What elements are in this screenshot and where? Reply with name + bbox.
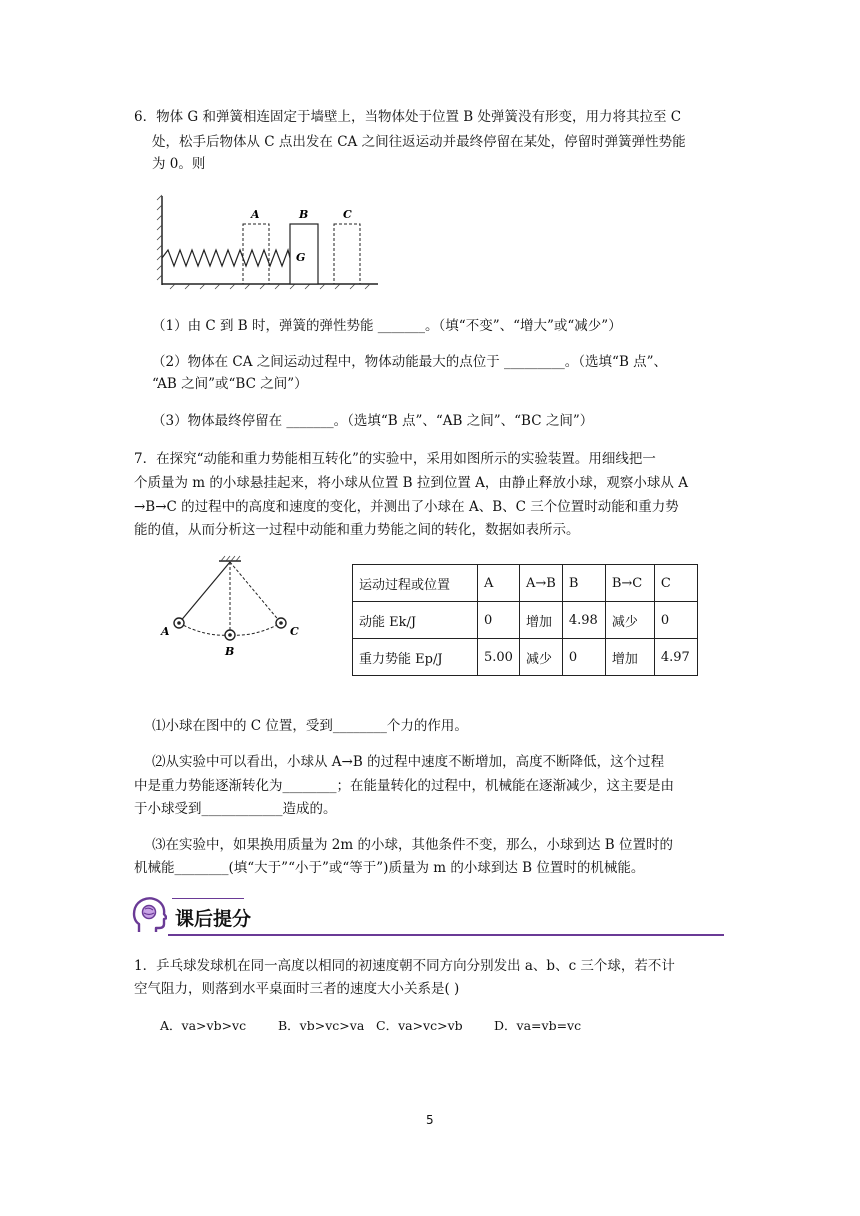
q6-line3: 为 0。则 <box>152 156 206 172</box>
label-g: G <box>296 251 306 264</box>
q7-sub1: ⑴小球在图中的 C 位置，受到________个力的作用。 <box>152 718 468 734</box>
label-c: C <box>290 625 299 638</box>
section-title: 课后提分 <box>175 908 252 930</box>
q7-line2: 个质量为 m 的小球悬挂起来，将小球从位置 B 拉到位置 A，由静止释放小球，观察小球从 A <box>134 475 688 491</box>
table-cell: 增加 <box>520 602 563 639</box>
q7-line4: 能的值，从而分析这一过程中动能和重力势能之间的转化，数据如表所示。 <box>134 522 580 538</box>
table-header-row <box>353 565 698 602</box>
table-cell: 动能 Ek/J <box>353 602 478 639</box>
option-a: A．va>vb>vc <box>160 1018 247 1033</box>
spring-figure <box>150 190 385 300</box>
q7-line3: →B→C 的过程中的高度和速度的变化，并测出了小球在 A、B、C 三个位置时动能和重力势 <box>134 499 679 515</box>
q7-sub3b: 机械能________(填“大于”“小于”或“等于”)质量为 m 的小球到达 B 位置时的机械能。 <box>134 860 645 876</box>
energy-table <box>352 564 698 676</box>
table-cell: 运动过程或位置 <box>353 565 478 602</box>
option-d: D．va=vb=vc <box>494 1018 582 1033</box>
p1-line1: 1．乒乓球发球机在同一高度以相同的初速度朝不同方向分别发出 a、b、c 三个球，若不计 <box>134 958 675 974</box>
table-cell: 5.00 <box>478 639 520 676</box>
p1-line2: 空气阻力，则落到水平桌面时三者的速度大小关系是( ) <box>134 981 460 997</box>
table-cell: B <box>562 565 605 602</box>
q6-part1: （1）由 C 到 B 时，弹簧的弹性势能 _______。（填“不变”、“增大”或“减少”） <box>152 318 622 334</box>
label-b: B <box>225 645 235 658</box>
label-c: C <box>343 208 352 221</box>
section-divider <box>168 934 724 936</box>
q7-sub2b: 中是重力势能逐渐转化为________；在能量转化的过程中，机械能在逐渐减少，这主要是由 <box>134 778 674 794</box>
table-cell: 4.97 <box>654 639 697 676</box>
q7-line1: 7．在探究“动能和重力势能相互转化”的实验中，采用如图所示的实验装置。用细线把一 <box>134 451 656 467</box>
pendulum-figure <box>155 555 315 663</box>
section-top-rule <box>172 898 244 899</box>
table-cell: B→C <box>605 565 654 602</box>
label-b: B <box>299 208 309 221</box>
table-cell: 重力势能 Ep/J <box>353 639 478 676</box>
option-b: B．vb>vc>va <box>278 1018 365 1033</box>
option-c: C．va>vc>vb <box>376 1018 463 1033</box>
brain-head-icon <box>131 896 167 936</box>
q6-part2a: （2）物体在 CA 之间运动过程中，物体动能最大的点位于 _________。（选填“B 点”、 <box>152 354 668 370</box>
table-cell: 4.98 <box>562 602 605 639</box>
q7-sub2a: ⑵从实验中可以看出，小球从 A→B 的过程中速度不断增加，高度不断降低，这个过程 <box>152 754 665 770</box>
table-cell: 0 <box>654 602 697 639</box>
table-cell: 减少 <box>605 602 654 639</box>
label-a: A <box>251 208 260 221</box>
table-row <box>353 639 698 676</box>
table-cell: A→B <box>520 565 563 602</box>
q6-part2b: “AB 之间”或“BC 之间”） <box>152 376 308 392</box>
page-number: 5 <box>426 1113 434 1127</box>
table-cell: 0 <box>478 602 520 639</box>
table-cell: 0 <box>562 639 605 676</box>
label-a: A <box>161 625 170 638</box>
table-cell: 增加 <box>605 639 654 676</box>
q6-line2: 处，松手后物体从 C 点出发在 CA 之间往返运动并最终停留在某处，停留时弹簧弹性势能 <box>152 134 686 150</box>
table-cell: 减少 <box>520 639 563 676</box>
table-row <box>353 602 698 639</box>
q7-sub2c: 于小球受到____________造成的。 <box>134 801 337 817</box>
q6-part3: （3）物体最终停留在 _______。（选填“B 点”、“AB 之间”、“BC 之间”） <box>152 413 594 429</box>
q6-line1: 6．物体 G 和弹簧相连固定于墙壁上，当物体处于位置 B 处弹簧没有形变，用力将其拉至 C <box>134 109 682 125</box>
table-cell: A <box>478 565 520 602</box>
q7-sub3a: ⑶在实验中，如果换用质量为 2m 的小球，其他条件不变，那么，小球到达 B 位置时的 <box>152 837 673 853</box>
table-cell: C <box>654 565 697 602</box>
